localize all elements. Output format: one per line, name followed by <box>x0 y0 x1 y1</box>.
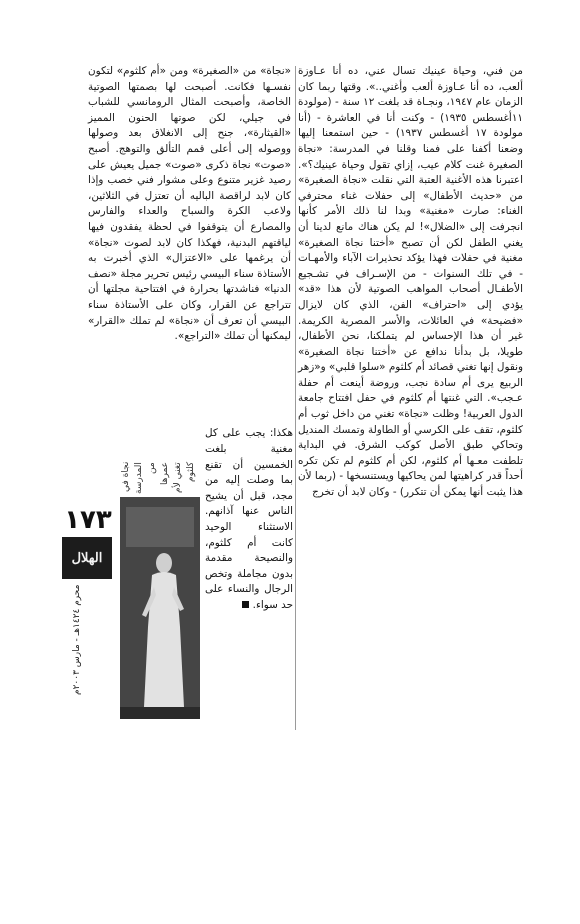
short-column-text: هكذا: يجب على كل مغنية بلغت الخمسين أن تقنع بما وصلت إليه من مجد، قبل أن يشيح الناس عنها آذانهم. الاستثناء الوحيد كانت أم كلثوم، والنصيحة مقدمة بدون مجاملة وتخص الرجال والنساء على حد سواء. <box>205 427 293 611</box>
article-middle-column <box>88 64 291 345</box>
page-number: ١٧٣ <box>64 505 112 535</box>
right-column-text: من فني، وحياة عينيك تسال عني، ده أنا عـاوزة ألعب، ده أنا عـاوزة ألعب وأغني..». وقتها ربما كان الزمان عام ١٩٤٧، ونجـاة قد بلغت ١٢ سنة - (مولودة ١١أغسطس ١٩٣٥) - وكنت أنا في العاشرة - (أنا مولودة ١٧ أغسطس ١٩٣٧) - حين استمعنا إليها وضعنا أكفنا على فمنا وقلنا في المدرسة: «نجاة الصغيرة غنت كلام عيب، إزاي تقول وحياة عينيك؟». اعتبرنا هذه الأغنية العتبة التي نقلت «نجاة الصغيرة» من «حديث الأطفال» إلى حفلات غناء محترفي الغناء: صارت «مغنية» وبدا لنا ذلك الأمر كأنها انجرفت إلى «الضلال»! لم يكن هناك مانع لدينا أن يغني الطفل لكن أن تصبح «أختنا نجاة الصغيرة» مغنية في حفلات فهذا يؤكد تحذيرات الآباء والأمهـات - في تلك السنوات - من الإسـراف في تشـجيع الأطفـال أصحاب المواهب الصوتية لأن هذا «قد» يؤدي إلى «احتراف» الفن، الذي كان لايزال «فضيحة» في العائلات، والأسر المصرية الكريمة. غير أن هذا الإحساس لم يتملكنا، نحن الأطفال، طويلا، بل بدأنا ندافع عن «أختنا نجاة الصغيرة» ونقول إنها تغني قصائد أم كلثوم «سلوا قلبي» و«زهر الربيع يرى أم سادة نجب، وروضة أينعت أم حفلة عـجب». التي غنتها أم كلثوم في حفل افتتاح جامعة الدول العربية! وظلت «نجاة» تغني من داخل ثوب أم كلثوم، تقف على الكرسي أو الطاولة وتمسك المنديل وتحاكي طبق الأصل كوكب الشرق. في البداية تلطفت معـها أم كلثوم، لكن أم كلثوم لم تكن تكره أحداً قدر كراهيتها لمن يحاكيها ويستنسخها - (ربما لأن هذا يثبت أنها يمكن أن تتكرر) - وكان لابد أن تخرج <box>298 65 523 499</box>
article-short-column <box>205 416 293 624</box>
singer-photo-figure-icon <box>120 497 200 719</box>
middle-column-text: «نجاة» من «الصغيرة» ومن «أم كلثوم» لتكون نفسـها فكانت. أصبحت لها بصمتها الصوتية الخاصة، وأصبحت المثال الرومانسي للشباب في جيلي، لكن صوتها الحنون المميز «القيثارة»، جنح إلى الانغلاق بعد وصولها ووصوله إلى أعلى قمم التألق والتوهج. أصبح «صوت» نجاة ذكرى «صوت» جميل يعيش على رصيد غزير متنوع وعلى مشوار فني خصب وإذا كان لابد لراقصة الباليه أن تعتزل في الثلاثين، ولاعب الكرة والسباح والعداء والفارس والمصارع أن يتوقفوا في لحظة يفقدون فيها لياقتهم البدنية، فهكذا كان لابد لصوت «نجاة» أن يرغمها على «الاعتزال» الذي أخبرت به الأستاذة سناء البيسي رئيس تحرير مجلة «نصف الدنيا» فناشدتها بحرارة في افتتاحية مجلتها أن تتراجع عن القرار، وكان على الأستاذة سناء البيسي أن تعرف أن «نجاة» لم تملك «القرار» ليمكنها أن تملك «التراجع». <box>88 65 291 343</box>
singer-photo <box>120 497 200 719</box>
article-right-column <box>298 64 523 501</box>
end-mark-icon <box>242 601 249 608</box>
issue-date: محرم ١٤٢٤هـ - مارس ٢٠٠٣م <box>72 585 82 696</box>
column-divider <box>295 66 296 730</box>
magazine-logo <box>62 537 112 579</box>
photo-caption: نجاة في المدرسة من عمرها تغني لأم كلثوم <box>121 462 196 494</box>
magazine-logo-text: الهلال <box>71 550 103 566</box>
